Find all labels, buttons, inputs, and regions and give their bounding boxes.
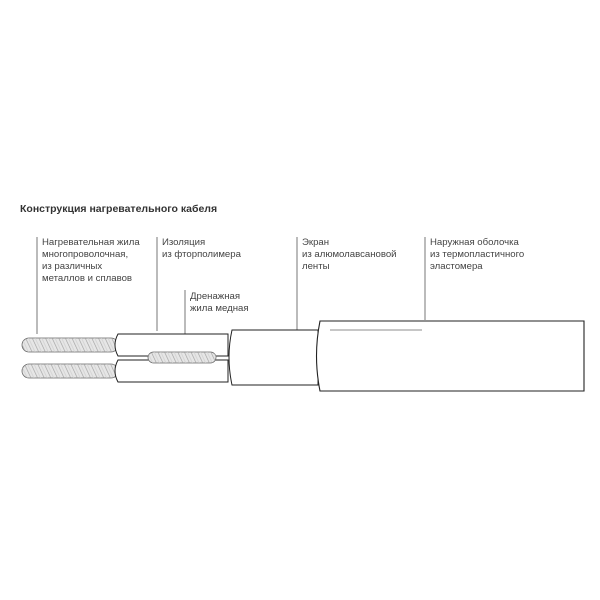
screen-tape bbox=[229, 330, 318, 385]
label-line: Изоляция bbox=[162, 237, 206, 248]
label-line: многопроволочная, bbox=[42, 249, 129, 260]
label-line: Дренажная bbox=[190, 291, 241, 302]
label-line: из термопластичного bbox=[430, 249, 525, 260]
label-line: эластомера bbox=[430, 261, 483, 272]
outer-sheath bbox=[317, 321, 585, 391]
label-line: жила медная bbox=[190, 303, 249, 314]
drain-wire bbox=[148, 352, 216, 363]
label-line: металлов и сплавов bbox=[42, 273, 133, 284]
label-line: Нагревательная жила bbox=[42, 237, 140, 248]
label-line: из различных bbox=[42, 261, 103, 272]
label-line: Экран bbox=[302, 237, 330, 248]
label-line: ленты bbox=[302, 261, 330, 272]
label-line: из алюмолавсановой bbox=[302, 249, 397, 260]
heating-core-conductors bbox=[22, 338, 118, 378]
label-line: из фторполимера bbox=[162, 249, 241, 260]
label-line: Наружная оболочка bbox=[430, 237, 519, 248]
diagram-title: Конструкция нагревательного кабеля bbox=[20, 203, 218, 215]
